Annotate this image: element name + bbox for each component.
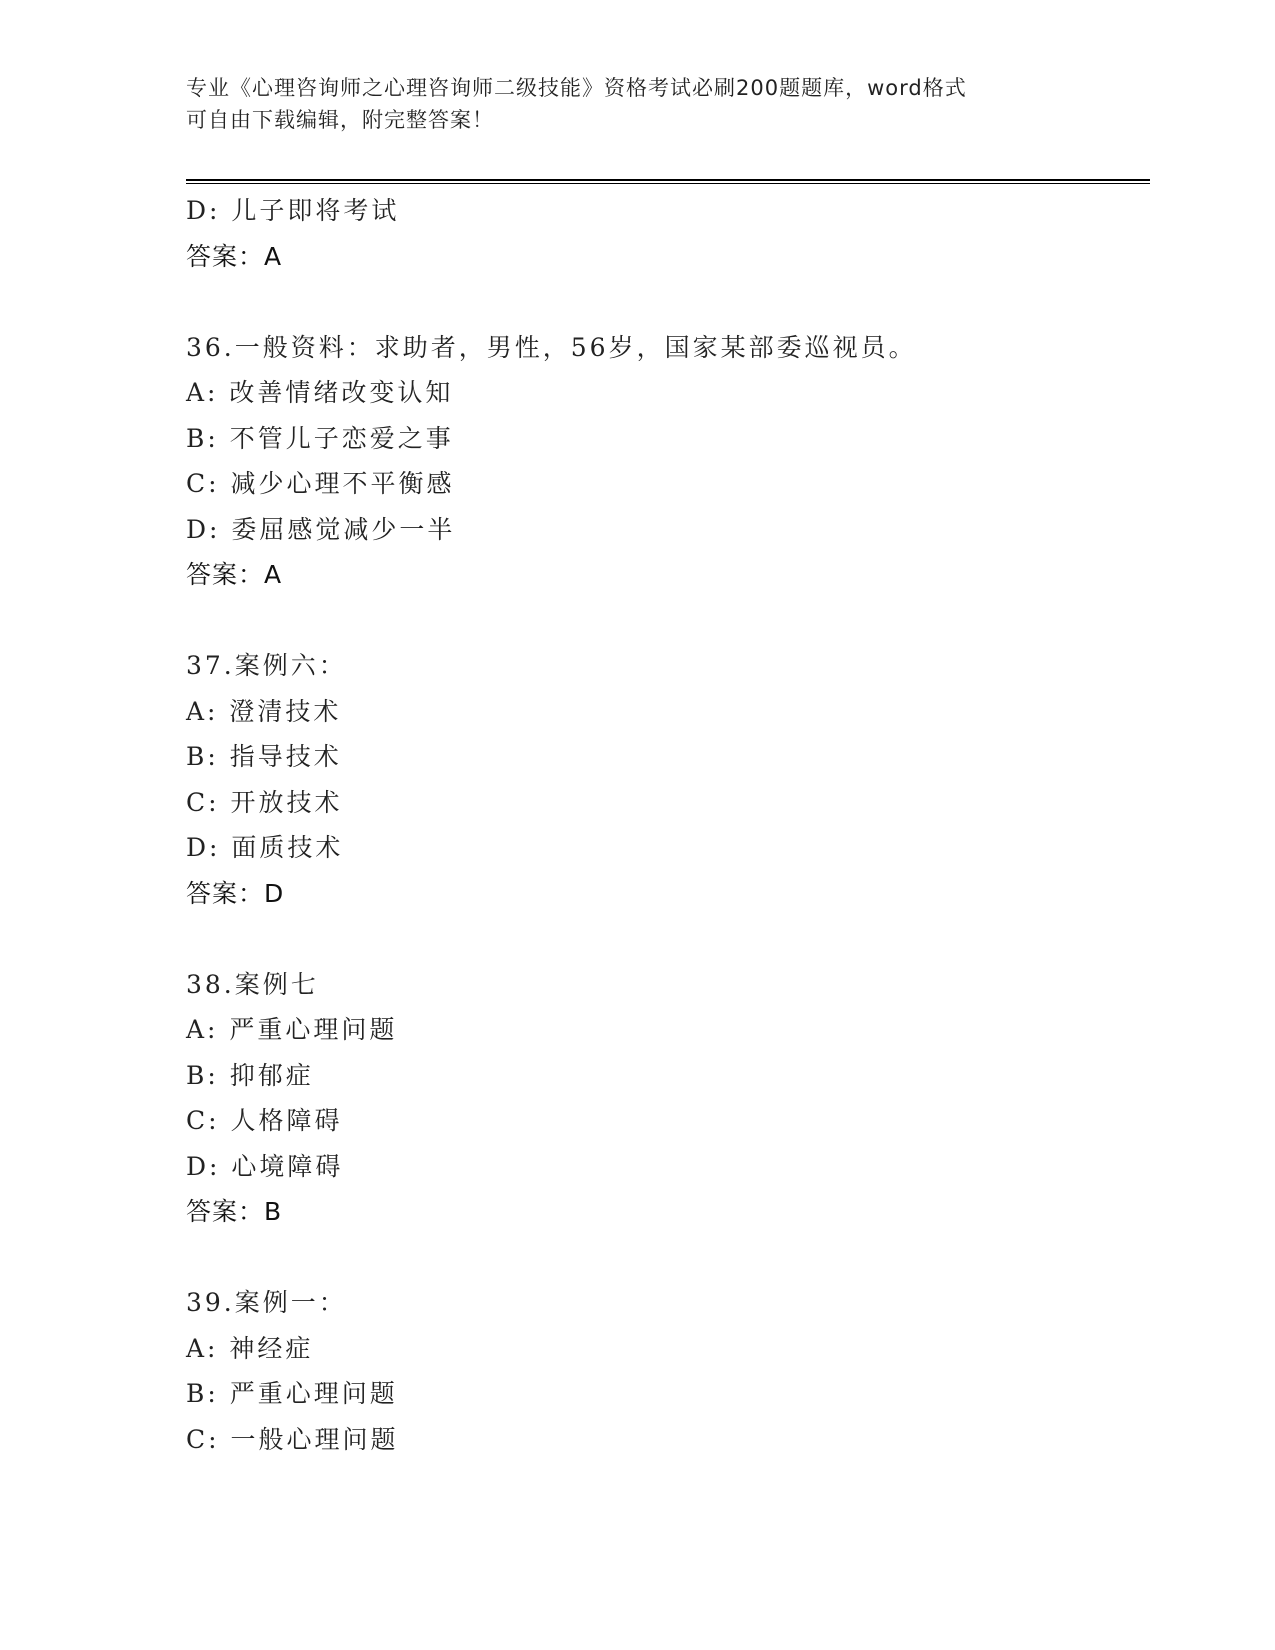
option-c: C: 人格障碍 [186, 1106, 343, 1135]
option-b: B: 指导技术 [186, 742, 342, 771]
answer-line: 答案：B [186, 1197, 283, 1226]
question-title: 39.案例一： [186, 1288, 347, 1317]
question-block [186, 643, 1146, 916]
option-b: B: 不管儿子恋爱之事 [186, 423, 454, 453]
question-title: 36.一般资料：求助者，男性，56岁，国家某部委巡视员。 [186, 332, 917, 362]
option-a: A: 神经症 [186, 1333, 314, 1363]
question-block [186, 325, 1146, 598]
header-line-2: 可自由下载编辑，附完整答案！ [186, 108, 494, 132]
question-block [186, 962, 1146, 1235]
question-title: 38.案例七 [186, 969, 319, 999]
option-d: D: 委屈感觉减少一半 [186, 514, 456, 544]
option-c: C: 一般心理问题 [186, 1424, 399, 1454]
header-line-1: 专业《心理咨询师之心理咨询师二级技能》资格考试必刷200题题库，word格式 [186, 76, 967, 100]
option-d: D: 心境障碍 [186, 1151, 344, 1181]
option-b: B: 抑郁症 [186, 1060, 314, 1090]
option-a: A: 澄清技术 [186, 696, 342, 726]
previous-question-tail [186, 188, 1146, 279]
spacer [186, 598, 1146, 644]
header-divider-thick [186, 179, 1150, 181]
option-d: D: 面质技术 [186, 833, 344, 862]
spacer [186, 916, 1146, 962]
option-c: C: 减少心理不平衡感 [186, 469, 455, 498]
header-divider-thin [186, 183, 1150, 184]
question-title: 37.案例六： [186, 651, 347, 680]
option-d: D: 儿子即将考试 [186, 196, 400, 225]
question-block [186, 1280, 1146, 1462]
spacer [186, 279, 1146, 325]
option-b: B: 严重心理问题 [186, 1379, 398, 1408]
option-c: C: 开放技术 [186, 787, 343, 817]
option-a: A: 改善情绪改变认知 [186, 378, 454, 407]
question-list [186, 188, 1146, 1462]
answer-line: 答案：A [186, 241, 283, 271]
document-header [186, 72, 1086, 136]
spacer [186, 1235, 1146, 1281]
answer-line: 答案：D [186, 878, 285, 908]
option-a: A: 严重心理问题 [186, 1015, 398, 1044]
answer-line: 答案：A [186, 560, 283, 589]
